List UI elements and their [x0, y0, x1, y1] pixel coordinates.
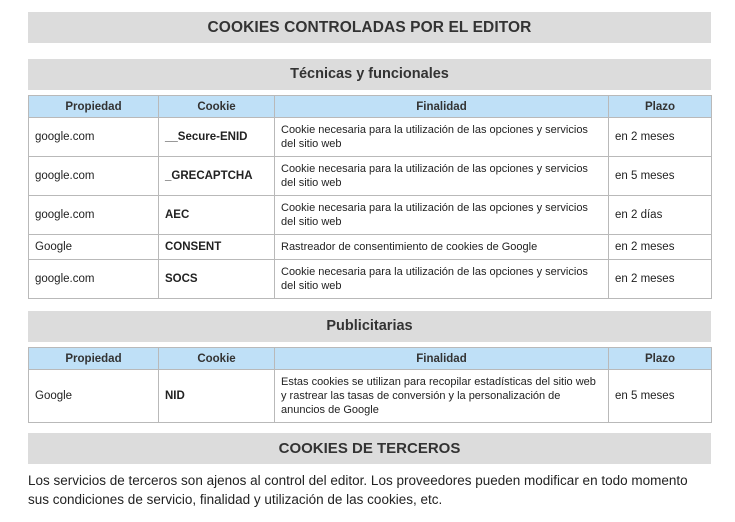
column-header-cookie: Cookie — [159, 348, 275, 370]
table-row — [29, 196, 712, 235]
cell-propiedad: google.com — [29, 157, 159, 196]
cell-cookie: CONSENT — [159, 235, 275, 260]
cell-propiedad: Google — [29, 235, 159, 260]
cell-propiedad: google.com — [29, 260, 159, 299]
cell-plazo: en 5 meses — [609, 157, 712, 196]
column-header-finalidad: Finalidad — [275, 348, 609, 370]
publicitarias-section-title: Publicitarias — [28, 311, 711, 342]
table-row — [29, 260, 712, 299]
table-header-row — [29, 348, 712, 370]
cell-finalidad: Estas cookies se utilizan para recopilar estadísticas del sitio web y rastrear las tasas de conversión y la personalización de anuncios de Google — [275, 370, 609, 423]
cell-cookie: __Secure-ENID — [159, 118, 275, 157]
cell-cookie: AEC — [159, 196, 275, 235]
column-header-propiedad: Propiedad — [29, 96, 159, 118]
column-header-plazo: Plazo — [609, 348, 712, 370]
column-header-cookie: Cookie — [159, 96, 275, 118]
table-row — [29, 370, 712, 423]
table-row — [29, 118, 712, 157]
table-header-row — [29, 96, 712, 118]
cookie-policy — [28, 12, 711, 509]
table-row — [29, 157, 712, 196]
cell-propiedad: Google — [29, 370, 159, 423]
column-header-propiedad: Propiedad — [29, 348, 159, 370]
cell-plazo: en 2 días — [609, 196, 712, 235]
terceros-section-title: COOKIES DE TERCEROS — [28, 433, 711, 464]
cell-plazo: en 2 meses — [609, 235, 712, 260]
main-section-title: COOKIES CONTROLADAS POR EL EDITOR — [28, 12, 711, 43]
cell-plazo: en 2 meses — [609, 260, 712, 299]
cell-finalidad: Cookie necesaria para la utilización de las opciones y servicios del sitio web — [275, 196, 609, 235]
tecnicas-table — [28, 95, 712, 299]
terceros-paragraph: Los servicios de terceros son ajenos al control del editor. Los proveedores pueden modificar en todo momento sus condiciones de servicio, finalidad y utilización de las cookies, etc. — [28, 473, 688, 507]
column-header-plazo: Plazo — [609, 96, 712, 118]
cell-plazo: en 5 meses — [609, 370, 712, 423]
cell-plazo: en 2 meses — [609, 118, 712, 157]
cell-cookie: _GRECAPTCHA — [159, 157, 275, 196]
cell-cookie: SOCS — [159, 260, 275, 299]
cell-propiedad: google.com — [29, 118, 159, 157]
cell-finalidad: Cookie necesaria para la utilización de las opciones y servicios del sitio web — [275, 157, 609, 196]
table-row — [29, 235, 712, 260]
tecnicas-section-title: Técnicas y funcionales — [28, 59, 711, 90]
cell-finalidad: Cookie necesaria para la utilización de las opciones y servicios del sitio web — [275, 260, 609, 299]
cell-cookie: NID — [159, 370, 275, 423]
cell-finalidad: Rastreador de consentimiento de cookies de Google — [275, 235, 609, 260]
column-header-finalidad: Finalidad — [275, 96, 609, 118]
cell-finalidad: Cookie necesaria para la utilización de las opciones y servicios del sitio web — [275, 118, 609, 157]
publicitarias-table — [28, 347, 712, 423]
cell-propiedad: google.com — [29, 196, 159, 235]
